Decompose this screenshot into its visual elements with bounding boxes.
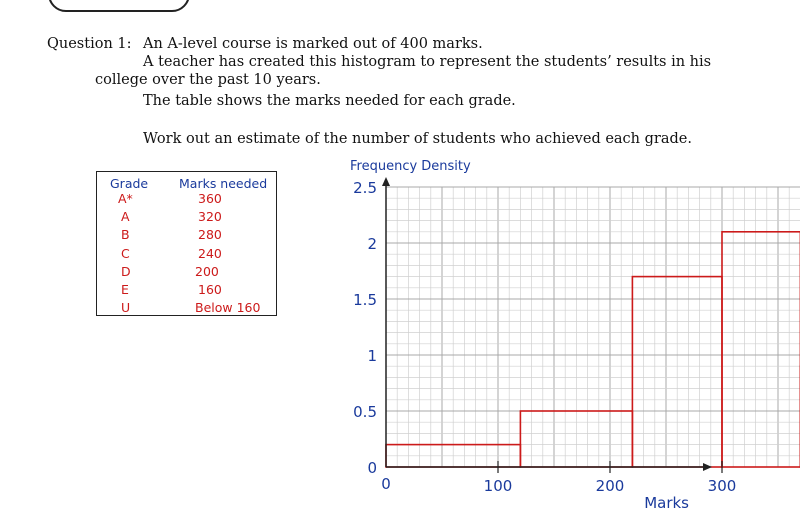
y-tick-label: 1 xyxy=(367,347,377,365)
x-tick-label: 200 xyxy=(595,477,625,495)
marks-cell: 160 xyxy=(198,282,222,297)
histogram-bars xyxy=(386,232,800,467)
marks-cell: 360 xyxy=(198,191,222,206)
question-line-2: A teacher has created this histogram to represent the students’ results in his xyxy=(143,54,712,70)
grade-cell: A* xyxy=(118,191,133,206)
grade-cell: A xyxy=(121,209,130,224)
y-tick-label: 2 xyxy=(367,235,377,253)
question-line-5: Work out an estimate of the number of students who achieved each grade. xyxy=(143,131,692,147)
marks-column-header: Marks needed xyxy=(179,176,268,191)
grade-cell: C xyxy=(121,246,130,261)
marks-cell: 240 xyxy=(198,246,222,261)
y-axis-arrowhead xyxy=(382,177,390,186)
question-line-3: college over the past 10 years. xyxy=(95,72,321,88)
x-tick-label: 300 xyxy=(707,477,737,495)
marks-cell: 200 xyxy=(195,264,219,279)
x-tick-label: 0 xyxy=(381,475,391,493)
question-line-1: An A-level course is marked out of 400 marks. xyxy=(143,36,483,52)
y-tick-label: 0 xyxy=(367,459,377,477)
chart-axes xyxy=(382,177,800,473)
chart-labels xyxy=(350,159,800,512)
grade-cell: E xyxy=(121,282,129,297)
y-tick-label: 1.5 xyxy=(353,291,377,309)
histogram-bar xyxy=(722,232,800,467)
grade-cell: B xyxy=(121,227,130,242)
grade-column-header: Grade xyxy=(110,176,149,191)
y-tick-label: 0.5 xyxy=(353,403,377,421)
grade-cell: U xyxy=(121,300,131,315)
x-axis-title: Marks xyxy=(644,494,689,512)
chart-grid xyxy=(386,187,800,467)
marks-cell: 280 xyxy=(198,227,222,242)
question-number: Question 1: xyxy=(47,36,132,52)
marks-cell: 320 xyxy=(198,209,222,224)
marks-cell: Below 160 xyxy=(195,300,261,315)
y-axis-title: Frequency Density xyxy=(350,159,471,174)
question-line-4: The table shows the marks needed for each grade. xyxy=(143,93,516,109)
y-tick-label: 2.5 xyxy=(353,179,377,197)
x-tick-label: 100 xyxy=(483,477,513,495)
grade-cell: D xyxy=(121,264,131,279)
